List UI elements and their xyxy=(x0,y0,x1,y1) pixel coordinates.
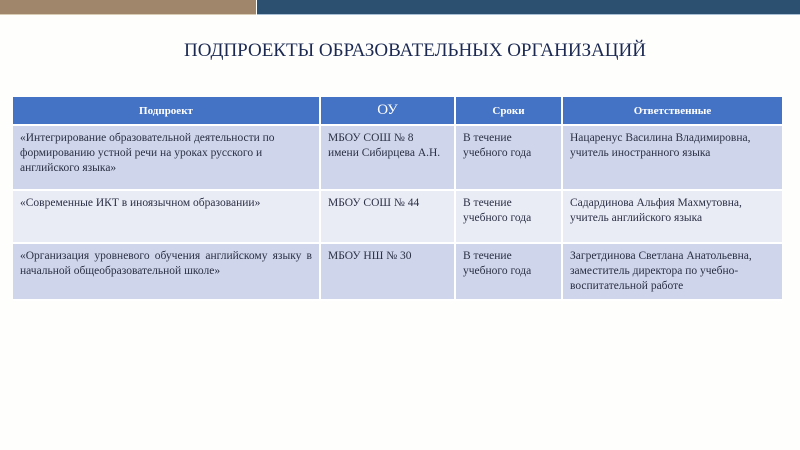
header-project: Подпроект xyxy=(13,97,320,125)
cell-responsible: Нацаренус Василина Владимировна, учитель иностранного языка xyxy=(562,125,782,190)
table-row xyxy=(13,125,782,190)
cell-term: В течение учебного года xyxy=(455,190,562,243)
cell-school: МБОУ НШ № 30 xyxy=(320,243,455,300)
table-header-row xyxy=(13,97,782,125)
cell-term: В течение учебного года xyxy=(455,243,562,300)
slide-title: ПОДПРОЕКТЫ ОБРАЗОВАТЕЛЬНЫХ ОРГАНИЗАЦИЙ xyxy=(184,40,646,61)
table-row xyxy=(13,190,782,243)
top-decor-bar xyxy=(0,0,800,15)
cell-project: «Интегрирование образовательной деятельности по формированию устной речи на уроках русского и английского языка» xyxy=(13,125,320,190)
cell-term: В течение учебного года xyxy=(455,125,562,190)
header-responsible: Ответственные xyxy=(562,97,782,125)
header-term: Сроки xyxy=(455,97,562,125)
cell-responsible: Садардинова Альфия Махмутовна, учитель английского языка xyxy=(562,190,782,243)
subprojects-table xyxy=(13,97,782,301)
table-row xyxy=(13,243,782,300)
gold-bar xyxy=(0,0,256,15)
cell-responsible: Загретдинова Светлана Анатольевна, заместитель директора по учебно-воспитательной работе xyxy=(562,243,782,300)
cell-school: МБОУ СОШ № 8 имени Сибирцева А.Н. xyxy=(320,125,455,190)
header-school: ОУ xyxy=(320,97,455,125)
cell-project: «Современные ИКТ в иноязычном образовании» xyxy=(13,190,320,243)
cell-project: «Организация уровневого обучения английскому языку в начальной общеобразовательной школе» xyxy=(13,243,320,300)
blue-bar xyxy=(257,0,800,15)
cell-school: МБОУ СОШ № 44 xyxy=(320,190,455,243)
